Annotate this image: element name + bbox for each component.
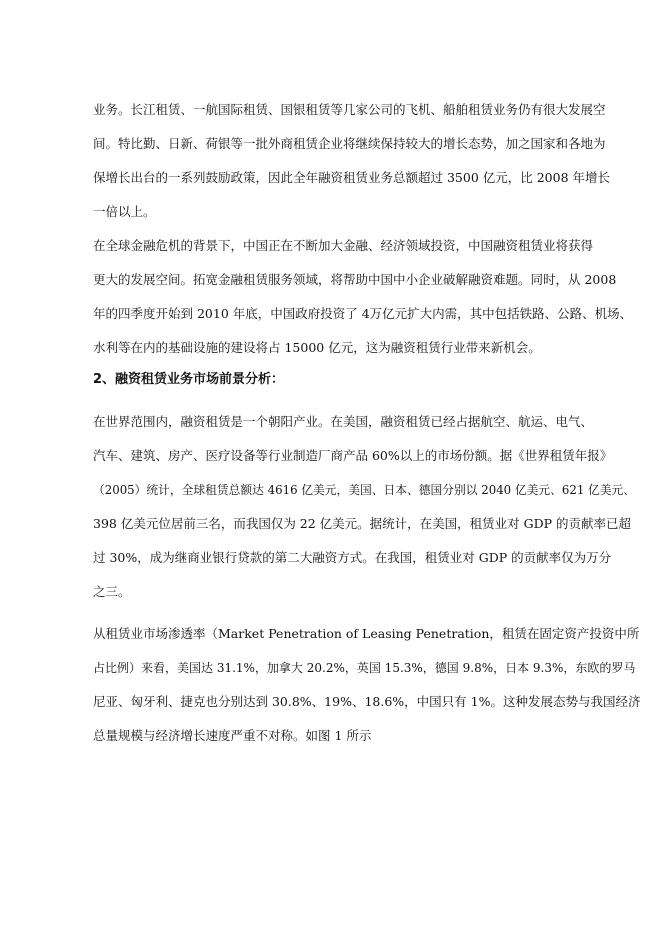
- paragraph-1-line-4: 一倍以上。: [93, 204, 156, 219]
- section-heading: 2、融资租赁业务市场前景分析：: [93, 372, 285, 387]
- paragraph-3-line-4: 398 亿美元位居前三名，而我国仅为 22 亿美元。据统计，在美国，租赁业对 GDP 的贡献率已超: [93, 516, 632, 531]
- paragraph-2-line-3: 年的四季度开始到 2010 年底，中国政府投资了 4万亿元扩大内需，其中包括铁路、公路、机场、: [93, 306, 633, 321]
- paragraph-4-line-4: 总量规模与经济增长速度严重不对称。如图 1 所示: [93, 728, 372, 743]
- paragraph-3-line-2: 汽车、建筑、房产、医疗设备等行业制造厂商产品 60%以上的市场份额。据《世界租赁年报》: [93, 448, 613, 463]
- paragraph-2-line-1: 在全球金融危机的背景下，中国正在不断加大金融、经济领域投资，中国融资租赁业将获得: [93, 238, 594, 253]
- paragraph-1-line-2: 间。特比勤、日新、荷银等一批外商租赁企业将继续保持较大的增长态势，加之国家和各地为: [93, 136, 606, 151]
- paragraph-1-line-3: 保增长出台的一系列鼓励政策，因此全年融资租赁业务总额超过 3500 亿元，比 2008 年增长: [93, 170, 611, 185]
- paragraph-2-line-4: 水利等在内的基础设施的建设将占 15000 亿元，这为融资租赁行业带来新机会。: [93, 340, 541, 355]
- paragraph-3-line-5: 过 30%，成为继商业银行贷款的第二大融资方式。在我国，租赁业对 GDP 的贡献率仅为万分: [93, 550, 612, 565]
- paragraph-4-line-1: 从租赁业市场渗透率（Market Penetration of Leasing Penetration，租赁在固定资产投资中所: [93, 626, 640, 641]
- paragraph-4-line-2: 占比例）来看，美国达 31.1%，加拿大 20.2%，英国 15.3%，德国 9.8%，日本 9.3%，东欧的罗马: [93, 661, 636, 675]
- paragraph-3-line-1: 在世界范围内，融资租赁是一个朝阳产业。在美国，融资租赁已经占据航空、航运、电气、: [93, 414, 594, 429]
- paragraph-3-line-6: 之三。: [93, 584, 131, 599]
- paragraph-3-line-3: （2005）统计，全球租赁总额达 4616 亿美元，美国、日本、德国分别以 2040 亿美元、621 亿美元、: [93, 483, 636, 497]
- paragraph-1-line-1: 业务。长江租赁、一航国际租赁、国银租赁等几家公司的飞机、船舶租赁业务仍有很大发展空: [93, 102, 606, 117]
- paragraph-2-line-2: 更大的发展空间。拓宽金融租赁服务领域，将帮助中国中小企业破解融资难题。同时，从 2008: [93, 272, 617, 287]
- paragraph-4-line-3: 尼亚、匈牙利、捷克也分别达到 30.8%、19%、18.6%，中国只有 1%。这种发展态势与我国经济: [93, 694, 641, 709]
